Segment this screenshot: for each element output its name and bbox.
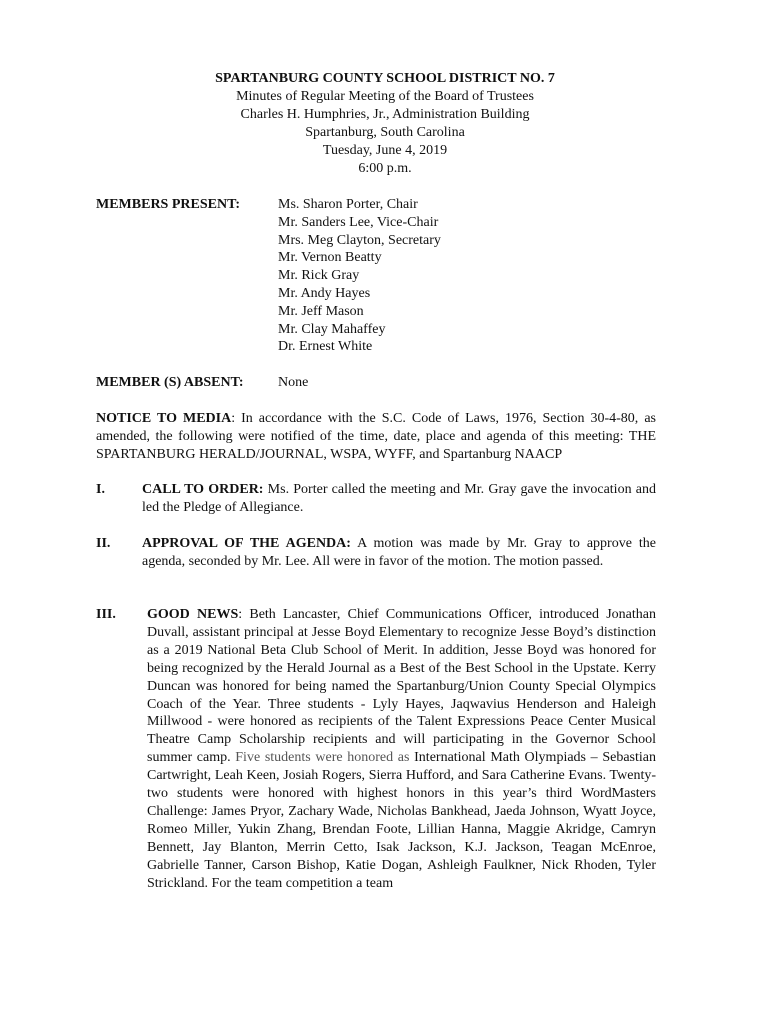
district-title: SPARTANBURG COUNTY SCHOOL DISTRICT NO. 7: [215, 71, 555, 86]
meeting-location: Spartanburg, South Carolina: [305, 125, 465, 140]
section-text: A motion was made by Mr. Gray to approve the agenda, seconded by Mr. Lee. All were in favor of the motion. The motion passed.: [142, 536, 656, 569]
section-text-highlight: Five students were honored as: [235, 750, 415, 766]
members-absent-value: None: [278, 375, 309, 390]
meeting-date: Tuesday, June 4, 2019: [322, 143, 448, 158]
section-title: APPROVAL OF THE AGENDA:: [142, 536, 351, 551]
notice-text: : In accordance with the S.C. Code of Laws, 1976, Section 30-4-80, as amended, the following were notified of the time, date, place and agenda of this meeting: THE SPARTANBURG HERALD/JOURNAL, WSPA, WYFF, and Spartanburg NAACP: [96, 411, 656, 462]
section-title: CALL TO ORDER:: [142, 482, 264, 497]
meeting-time: 6:00 p.m.: [358, 161, 412, 176]
member-name: Mr. Clay Mahaffey: [278, 321, 386, 337]
building-name: Charles H. Humphries, Jr., Administration Building: [240, 107, 530, 122]
member-name: Ms. Sharon Porter, Chair: [278, 197, 418, 212]
member-name: Mrs. Meg Clayton, Secretary: [278, 232, 441, 248]
notice-to-media: [96, 410, 656, 464]
member-name: Mr. Andy Hayes: [278, 285, 371, 301]
section-number: II.: [96, 536, 111, 551]
document-header: [0, 70, 770, 178]
notice-label: NOTICE TO MEDIA: [96, 411, 232, 426]
members-present-list: [278, 196, 441, 356]
section-body: [147, 606, 656, 893]
section-text: Ms. Porter called the meeting and Mr. Gray gave the invocation and led the Pledge of Allegiance.: [142, 482, 656, 515]
member-name: Mr. Sanders Lee, Vice-Chair: [278, 214, 439, 230]
section-title: GOOD NEWS: [147, 607, 239, 622]
members-absent-label: MEMBER (S) ABSENT:: [96, 375, 244, 390]
section-body: [142, 535, 656, 571]
section-body: [142, 481, 656, 517]
section-text: International Math Olympiads – Sebastian Cartwright, Leah Keen, Josiah Rogers, Sierra Hufford, and Sara Catherine Evans. Twenty-two students were honored with highest honors in this year’s third WordMasters Challenge: James Pryor, Zachary Wade, Nicholas Bankhead, Jaeda Johnson, Wyatt Joyce, Romeo Miller, Yukin Zhang, Brendan Foote, Lillian Hanna, Maggie Akridge, Camryn Bennett, Jay Blanton, Merrin Cetto, Isak Jackson, K.J. Jackson, Teagan McEnroe, Gabrielle Tanner, Carson Bishop, Katie Dogan, Ashleigh Faulkner, Nick Rhoden, Tyler Strickland. For the team competition a team: [147, 750, 656, 891]
member-name: Mr. Jeff Mason: [278, 303, 364, 319]
members-present-label: MEMBERS PRESENT:: [96, 197, 241, 212]
section-number: III.: [96, 607, 116, 622]
member-name: Mr. Vernon Beatty: [278, 250, 382, 266]
section-number: I.: [96, 482, 105, 497]
meeting-subtitle: Minutes of Regular Meeting of the Board of Trustees: [236, 89, 534, 104]
member-name: Dr. Ernest White: [278, 339, 373, 355]
section-text: : Beth Lancaster, Chief Communications Officer, introduced Jonathan Duvall, assistant principal at Jesse Boyd Elementary to recognize Jesse Boyd’s distinction as a 2019 National Beta Club School of Merit. In addition, Jesse Boyd was honored for being recognized by the Herald Journal as a Best of the Best School in the Upstate. Kerry Duncan was honored for being named the Spartanburg/Union County Special Olympics Coach of the Year. Three students - Lyly Hayes, Jaqwavius Henderson and Haleigh Millwood - were honored as recipients of the Talent Expressions Peace Center Musical Theatre Camp Scholarship recipients and will participating in the Governor School summer camp.: [147, 607, 657, 766]
member-name: Mr. Rick Gray: [278, 268, 360, 284]
